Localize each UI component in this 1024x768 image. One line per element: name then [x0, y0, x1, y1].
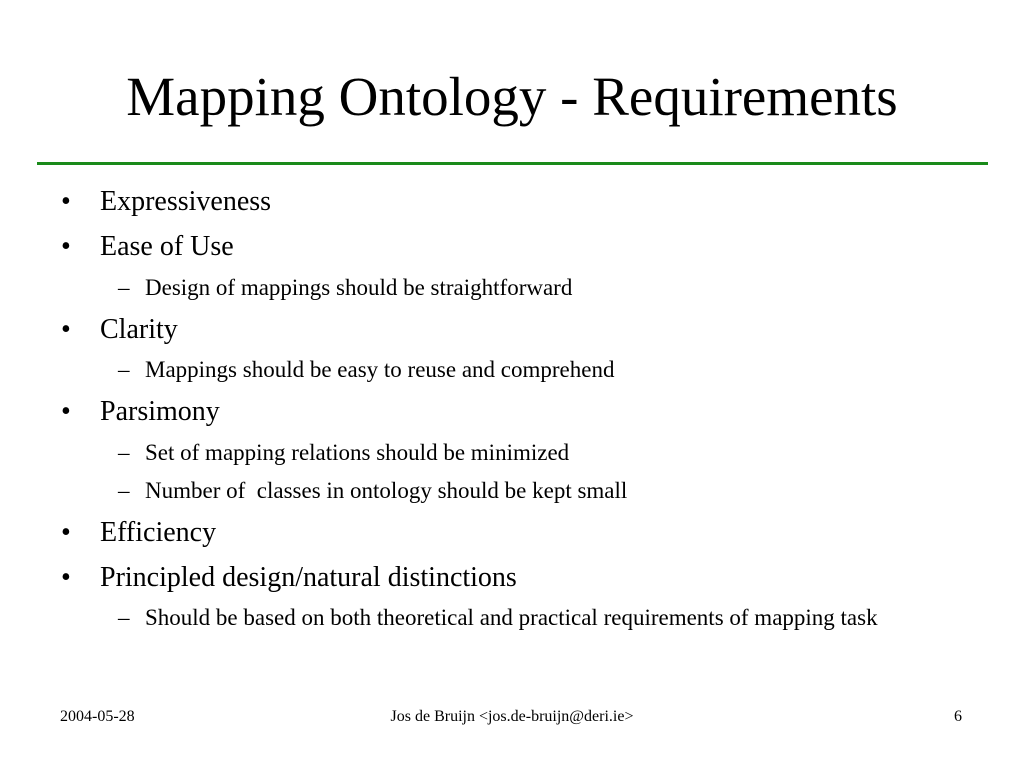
bullet-text: Efficiency: [100, 517, 217, 548]
bullet-text: Expressiveness: [100, 186, 272, 217]
sub-bullet-marker: –: [118, 605, 130, 630]
sub-bullet-item: [118, 438, 898, 468]
footer-date: 2004-05-28: [60, 708, 135, 725]
sub-bullet-marker: –: [118, 357, 130, 382]
bullet-text: Principled design/natural distinctions: [100, 562, 517, 593]
sub-bullet-item: [118, 476, 898, 506]
bullet-item: [61, 560, 517, 596]
sub-bullet-item: [118, 603, 898, 633]
bullet-item: [61, 394, 220, 430]
sub-bullet-marker: –: [118, 440, 130, 465]
sub-bullet-text: Number of classes in ontology should be kept small: [145, 478, 628, 503]
slide-title: Mapping Ontology - Requirements: [126, 66, 898, 127]
bullet-marker: •: [61, 186, 71, 217]
footer-author: Jos de Bruijn <jos.de-bruijn@deri.ie>: [390, 708, 634, 725]
bullet-text: Ease of Use: [100, 231, 234, 262]
sub-bullet-item: [118, 273, 898, 303]
sub-bullet-text: Should be based on both theoretical and practical requirements of mapping task: [145, 605, 878, 630]
sub-bullet-marker: –: [118, 275, 130, 300]
bullet-marker: •: [61, 396, 71, 427]
footer-page-number: 6: [954, 708, 962, 725]
bullet-marker: •: [61, 562, 71, 593]
bullet-item: [61, 229, 234, 265]
bullet-marker: •: [61, 517, 71, 548]
sub-bullet-text: Set of mapping relations should be minimized: [145, 440, 570, 465]
sub-bullet-text: Mappings should be easy to reuse and comprehend: [145, 357, 615, 382]
bullet-marker: •: [61, 314, 71, 345]
sub-bullet-text: Design of mappings should be straightforward: [145, 275, 573, 300]
sub-bullet-marker: –: [118, 478, 130, 503]
bullet-marker: •: [61, 231, 71, 262]
bullet-item: [61, 312, 178, 348]
bullet-text: Clarity: [100, 314, 178, 345]
bullet-item: [61, 184, 271, 220]
bullet-item: [61, 515, 216, 551]
sub-bullet-item: [118, 355, 898, 385]
bullet-text: Parsimony: [100, 396, 220, 427]
